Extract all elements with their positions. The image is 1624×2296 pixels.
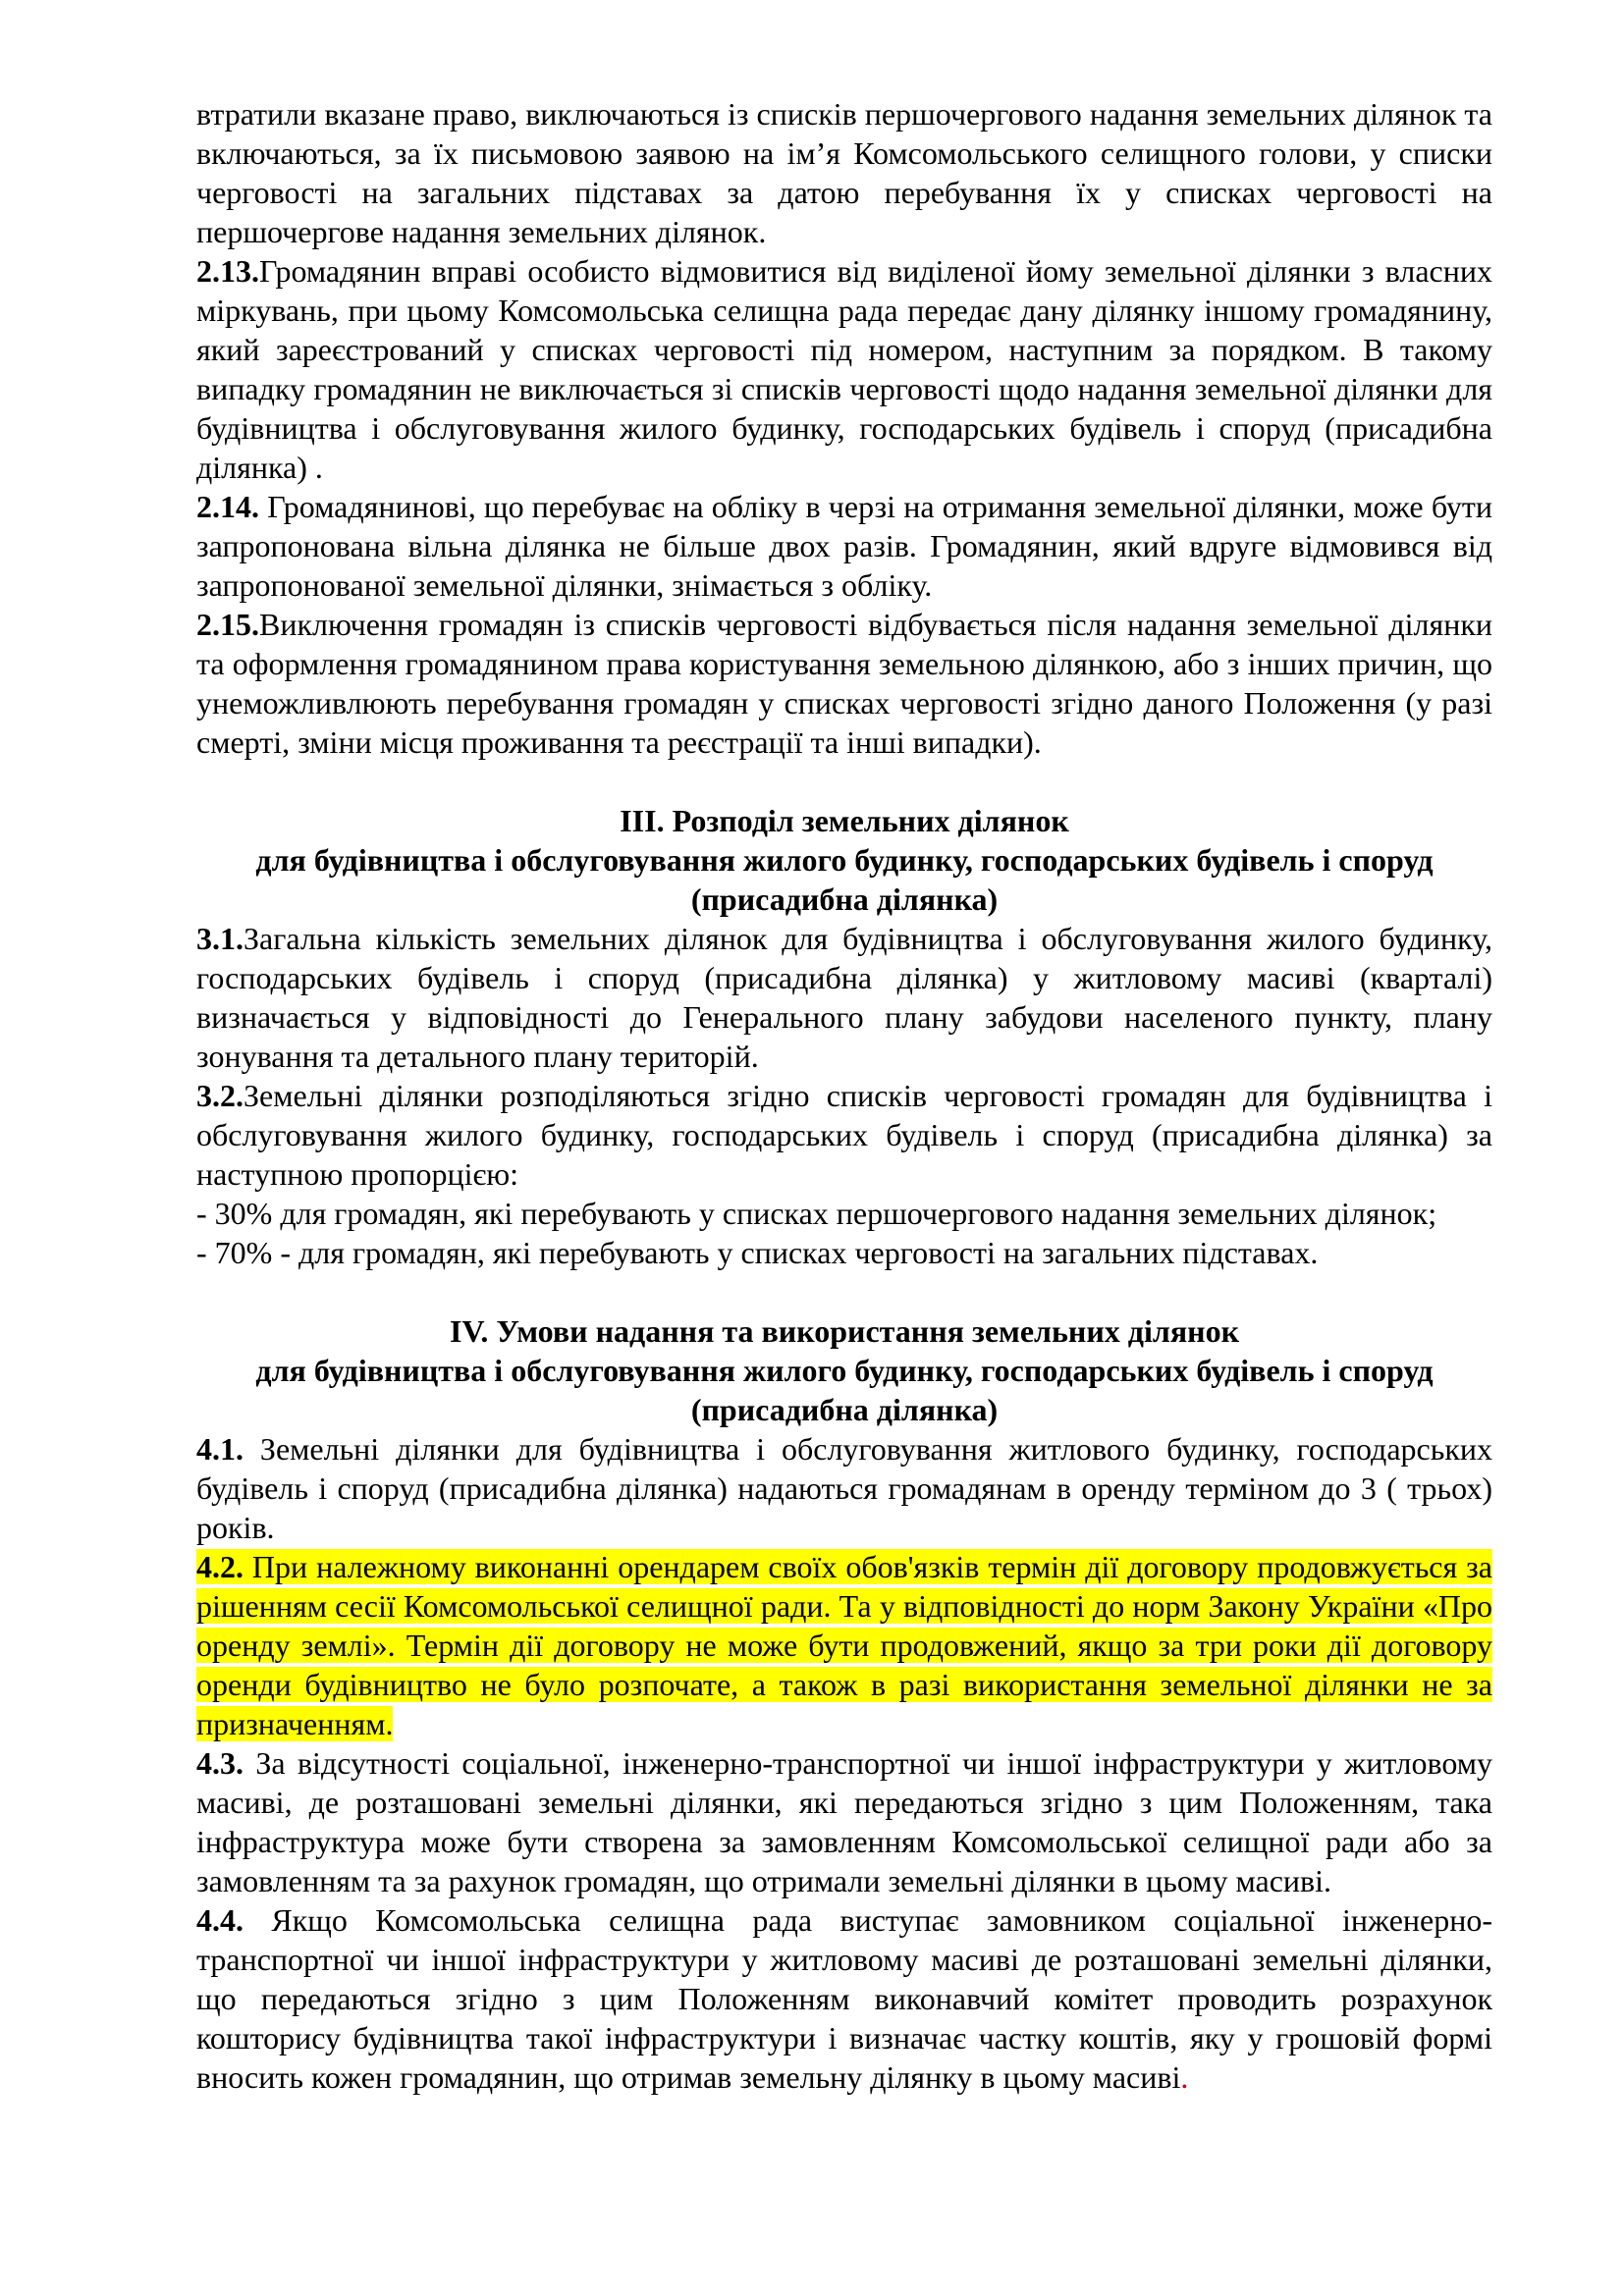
paragraph-2-13	[196, 251, 1492, 487]
paragraph-text: Земельні ділянки для будівництва і обслуговування житлового будинку, господарських будівель і споруд (присадибна ділянка) надаються громадянам в оренду терміном до 3 ( трьох) років.	[196, 1431, 1492, 1545]
paragraph-2-14	[196, 487, 1492, 605]
paragraph-4-2-highlighted	[196, 1547, 1492, 1743]
paragraph-number: 3.2.	[196, 1078, 244, 1113]
paragraph-4-3	[196, 1743, 1492, 1900]
paragraph-text: Якщо Комсомольська селищна рада виступає замовником соціальної інженерно-транспортної чи іншої інфраструктури у житловому масиві де розташовані земельні ділянки, що передаються згідно з цим Положенням виконавчий комітет проводить розрахунок кошторису будівництва такої інфраструктури і визначає частку коштів, яку у грошовій формі вносить кожен громадянин, що отримав земельну ділянку в цьому масиві	[196, 1902, 1492, 2095]
section-spacer	[196, 762, 1492, 801]
red-period-mark: .	[1180, 2059, 1189, 2095]
section-3-subtitle: для будівництва і обслуговування жилого будинку, господарських будівель і споруд	[255, 842, 1434, 878]
section-4-subtitle: для будівництва і обслуговування жилого будинку, господарських будівель і споруд	[255, 1353, 1434, 1388]
paragraph-text: Земельні ділянки розподіляються згідно списків черговості громадян для будівництва і обслуговування жилого будинку, господарських будівель і споруд (присадибна ділянка) за наступною пропорцією:	[196, 1078, 1492, 1192]
paragraph-number: 4.4.	[196, 1902, 244, 1938]
document-page	[196, 94, 1492, 2097]
paragraph-number: 2.13.	[196, 253, 259, 289]
text-highlight	[196, 1549, 1492, 1741]
section-4-subtitle-note: (присадибна ділянка)	[690, 1392, 999, 1427]
paragraph-number: 4.2.	[196, 1549, 244, 1584]
paragraph-text: Виключення громадян із списків черговості відбувається після надання земельної ділянки та оформлення громадянином права користування земельною ділянкою, або з інших причин, що унеможливлюють перебування громадян у списках черговості згідно даного Положення (у разі смерті, зміни місця проживання та реєстрації та інші випадки).	[196, 607, 1492, 760]
paragraph-text: Загальна кількість земельних ділянок для будівництва і обслуговування жилого будинку, господарських будівель і споруд (присадибна ділянка) у житловому масиві (кварталі) визначається у відповідності до Генерального плану забудови населеного пункту, плану зонування та детального плану територій.	[196, 921, 1492, 1074]
paragraph-number: 3.1.	[196, 921, 244, 956]
paragraph-text: Громадянин вправі особисто відмовитися від виділеної йому земельної ділянки з власних міркувань, при цьому Комсомольська селищна рада передає дану ділянку іншому громадянину, який зареєстрований у списках черговості під номером, наступним за порядком. В такому випадку громадянин не виключається зі списків черговості щодо надання земельної ділянки для будівництва і обслуговування жилого будинку, господарських будівель і споруд (присадибна ділянка) .	[196, 253, 1492, 485]
paragraph-2-15	[196, 605, 1492, 762]
list-item-70-percent: - 70% - для громадян, які перебувають у списках черговості на загальних підставах.	[196, 1235, 1319, 1270]
paragraph-3-2	[196, 1076, 1492, 1194]
section-3-subtitle-note: (присадибна ділянка)	[690, 881, 999, 917]
paragraph-continuation	[196, 94, 1492, 251]
section-spacer	[196, 1272, 1492, 1311]
paragraph-number: 2.15.	[196, 607, 259, 642]
section-3-title: ІІІ. Розподіл земельних ділянок	[620, 803, 1069, 838]
paragraph-4-4	[196, 1900, 1492, 2097]
paragraph-text: За відсутності соціальної, інженерно-транспортної чи іншої інфраструктури у житловому масиві, де розташовані земельні ділянки, які передаються згідно з цим Положенням, така інфраструктура може бути створена за замовленням Комсомольської селищної ради або за замовленням та за рахунок громадян, що отримали земельні ділянки в цьому масиві.	[196, 1745, 1492, 1898]
paragraph-number: 4.1.	[196, 1431, 244, 1467]
paragraph-number: 4.3.	[196, 1745, 244, 1781]
section-4-title: IV. Умови надання та використання земельних ділянок	[449, 1313, 1239, 1349]
paragraph-text: Громадянинові, що перебуває на обліку в черзі на отримання земельної ділянки, може бути запропонована вільна ділянка не більше двох разів. Громадянин, який вдруге відмовився від запропонованої земельної ділянки, знімається з обліку.	[196, 489, 1492, 603]
paragraph-number: 2.14.	[196, 489, 259, 524]
paragraph-text: При належному виконанні орендарем своїх обов'язків термін дії договору продовжується за рішенням сесії Комсомольської селищної ради. Та у відповідності до норм Закону України «Про оренду землі». Термін дії договору не може бути продовжений, якщо за три роки дії договору оренди будівництво не було розпочате, а також в разі використання земельної ділянки не за призначенням.	[196, 1549, 1492, 1741]
paragraph-text: втратили вказане право, виключаються із списків першочергового надання земельних ділянок та включаються, за їх письмовою заявою на ім’я Комсомольського селищного голови, у списки черговості на загальних підставах за датою перебування їх у списках черговості на першочергове надання земельних ділянок.	[196, 96, 1492, 249]
paragraph-3-1	[196, 919, 1492, 1076]
list-item-30-percent: - 30% для громадян, які перебувають у списках першочергового надання земельних ділянок;	[196, 1196, 1437, 1231]
paragraph-4-1	[196, 1429, 1492, 1547]
